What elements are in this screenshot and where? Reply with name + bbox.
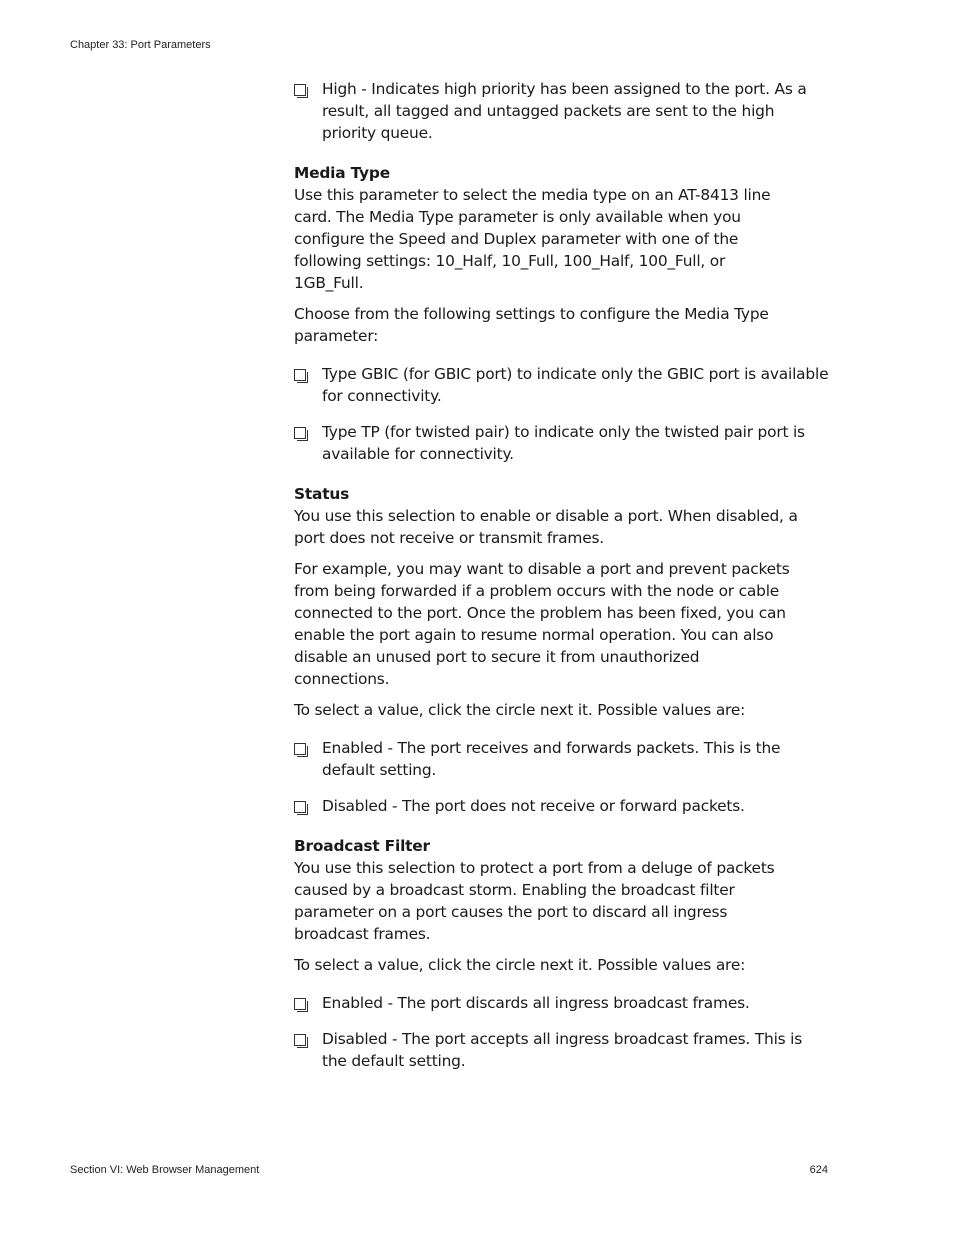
list-item [294, 737, 830, 781]
section-heading-broadcast-filter: Broadcast Filter [294, 837, 430, 855]
list-item [294, 1028, 830, 1072]
list-item [294, 421, 830, 465]
page-number: 624 [809, 1164, 828, 1176]
checkbox-bullet-icon [294, 1034, 306, 1046]
paragraph: You use this selection to enable or disable a port. When disabled, a port does not receive or transmit frames. [294, 507, 798, 547]
section-heading-media-type: Media Type [294, 164, 390, 182]
running-header: Chapter 33: Port Parameters [70, 39, 211, 51]
bullet-text: Enabled - The port receives and forwards packets. This is the default setting. [322, 739, 781, 779]
bullet-text: Disabled - The port does not receive or forward packets. [322, 797, 745, 815]
bullet-text: Enabled - The port discards all ingress broadcast frames. [322, 994, 750, 1012]
running-footer-section: Section VI: Web Browser Management [70, 1164, 260, 1176]
paragraph: Choose from the following settings to configure the Media Type parameter: [294, 305, 769, 345]
paragraph: Use this parameter to select the media type on an AT-8413 line card. The Media Type parameter is only available when you configure the Speed and Duplex parameter with one of the following settings: 10_Half, 10_Full, 100_Half, 100_Full, or 1GB_Full. [294, 186, 771, 292]
bullet-text: Disabled - The port accepts all ingress broadcast frames. This is the default setting. [322, 1030, 803, 1070]
list-item [294, 795, 830, 817]
checkbox-bullet-icon [294, 801, 306, 813]
checkbox-bullet-icon [294, 369, 306, 381]
checkbox-bullet-icon [294, 998, 306, 1010]
list-item [294, 363, 830, 407]
checkbox-bullet-icon [294, 84, 306, 96]
bullet-text: Type TP (for twisted pair) to indicate only the twisted pair port is available for connectivity. [322, 423, 805, 463]
checkbox-bullet-icon [294, 427, 306, 439]
page-content [294, 78, 830, 1086]
paragraph: To select a value, click the circle next it. Possible values are: [294, 701, 746, 719]
bullet-text: High - Indicates high priority has been assigned to the port. As a result, all tagged and untagged packets are sent to the high priority queue. [322, 80, 807, 142]
list-item [294, 78, 830, 144]
checkbox-bullet-icon [294, 743, 306, 755]
section-heading-status: Status [294, 485, 350, 503]
bullet-text: Type GBIC (for GBIC port) to indicate only the GBIC port is available for connectivity. [322, 365, 829, 405]
paragraph: For example, you may want to disable a port and prevent packets from being forwarded if a problem occurs with the node or cable connected to the port. Once the problem has been fixed, you can enable the port again to resume normal operation. You can also disable an unused port to secure it from unauthorized connections. [294, 560, 790, 688]
paragraph: You use this selection to protect a port from a deluge of packets caused by a broadcast storm. Enabling the broadcast filter parameter on a port causes the port to discard all ingress broadcast frames. [294, 859, 775, 943]
list-item [294, 992, 830, 1014]
paragraph: To select a value, click the circle next it. Possible values are: [294, 956, 746, 974]
